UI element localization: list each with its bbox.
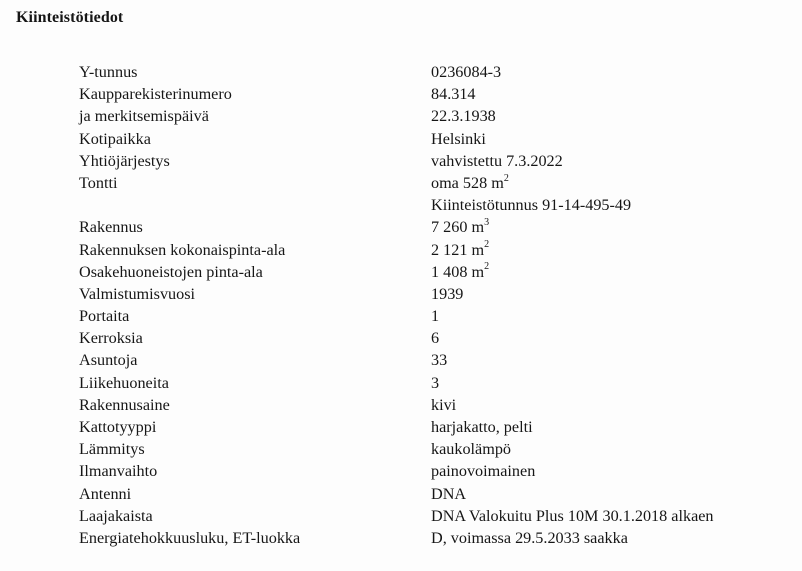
info-label: Kaupparekisterinumero [79,85,232,104]
info-label: Energiatehokkuusluku, ET-luokka [79,528,301,547]
info-row-building-material [0,394,802,416]
info-row-trade-register-number [0,83,802,105]
info-row-apartment-area [0,261,802,283]
info-row-total-floor-area [0,239,802,261]
info-value: painovoimainen [431,462,536,481]
info-value: harjakatto, pelti [431,418,533,436]
superscript: 2 [484,261,490,273]
info-row-domicile [0,128,802,150]
info-row-articles-of-association [0,150,802,172]
info-value: 1939 [431,284,464,303]
info-label: Kotipaikka [79,129,151,148]
info-row-business-id [0,61,802,83]
info-value: 84.314 [431,85,476,104]
info-value: Helsinki [431,129,486,148]
info-value: 6 [431,329,440,348]
info-value: DNA Valokuitu Plus 10M 30.1.2018 alkaen [431,506,714,525]
info-label: Lämmitys [79,440,145,459]
info-value: D, voimassa 29.5.2033 saakka [431,528,628,547]
info-row-staircases [0,305,802,327]
info-row-energy-class [0,527,802,549]
info-label: Rakennus [79,218,143,237]
info-value: 0236084-3 [431,63,502,81]
info-label: Osakehuoneistojen pinta-ala [79,262,263,281]
info-row-completion-year [0,283,802,305]
superscript: 2 [484,239,490,251]
info-value: vahvistettu 7.3.2022 [431,151,563,170]
info-value: Kiinteistötunnus 91-14-495-49 [431,196,632,215]
info-value: 33 [431,351,448,370]
info-label: Yhtiöjärjestys [79,151,170,170]
superscript: 2 [503,172,509,184]
info-row-broadband [0,505,802,527]
info-label: Antenni [79,484,132,503]
info-value: 7 260 $m^3$ [431,216,490,237]
info-label: Kerroksia [79,329,143,348]
info-label: Tontti [79,173,118,192]
property-info-list [0,61,802,549]
info-row-property-id [0,194,802,216]
info-value: oma 528 $m^2$ [431,172,509,192]
superscript: 3 [484,216,490,228]
page-title: Kiinteistötiedot [16,9,124,26]
info-row-apartments [0,349,802,371]
info-row-plot [0,172,802,194]
info-row-antenna [0,483,802,505]
info-row-floors [0,327,802,349]
info-row-building-volume [0,216,802,238]
info-label: Liikehuoneita [79,373,169,392]
info-label: Y-tunnus [79,63,138,81]
info-row-heating [0,438,802,460]
info-value: 2 121 $m^2$ [431,239,490,259]
info-value: kaukolämpö [431,440,512,459]
info-label: Kattotyyppi [79,418,157,436]
info-label: Portaita [79,307,130,326]
info-label: ja merkitsemispäivä [79,107,209,126]
info-label: Laajakaista [79,506,153,525]
info-value: kivi [431,395,457,414]
info-label: Ilmanvaihto [79,462,158,481]
info-row-registration-date [0,105,802,127]
info-label: Valmistumisvuosi [79,284,196,303]
info-value: 22.3.1938 [431,107,496,126]
info-value: 1 [431,307,440,326]
info-row-commercial-premises [0,372,802,394]
info-label: Rakennuksen kokonaispinta-ala [79,240,286,259]
info-value: DNA [431,484,467,503]
info-label: Rakennusaine [79,395,170,414]
info-value: 3 [431,373,440,392]
info-row-roof-type [0,416,802,438]
info-label: Asuntoja [79,351,138,370]
info-row-ventilation [0,460,802,482]
info-value: 1 408 $m^2$ [431,261,490,281]
